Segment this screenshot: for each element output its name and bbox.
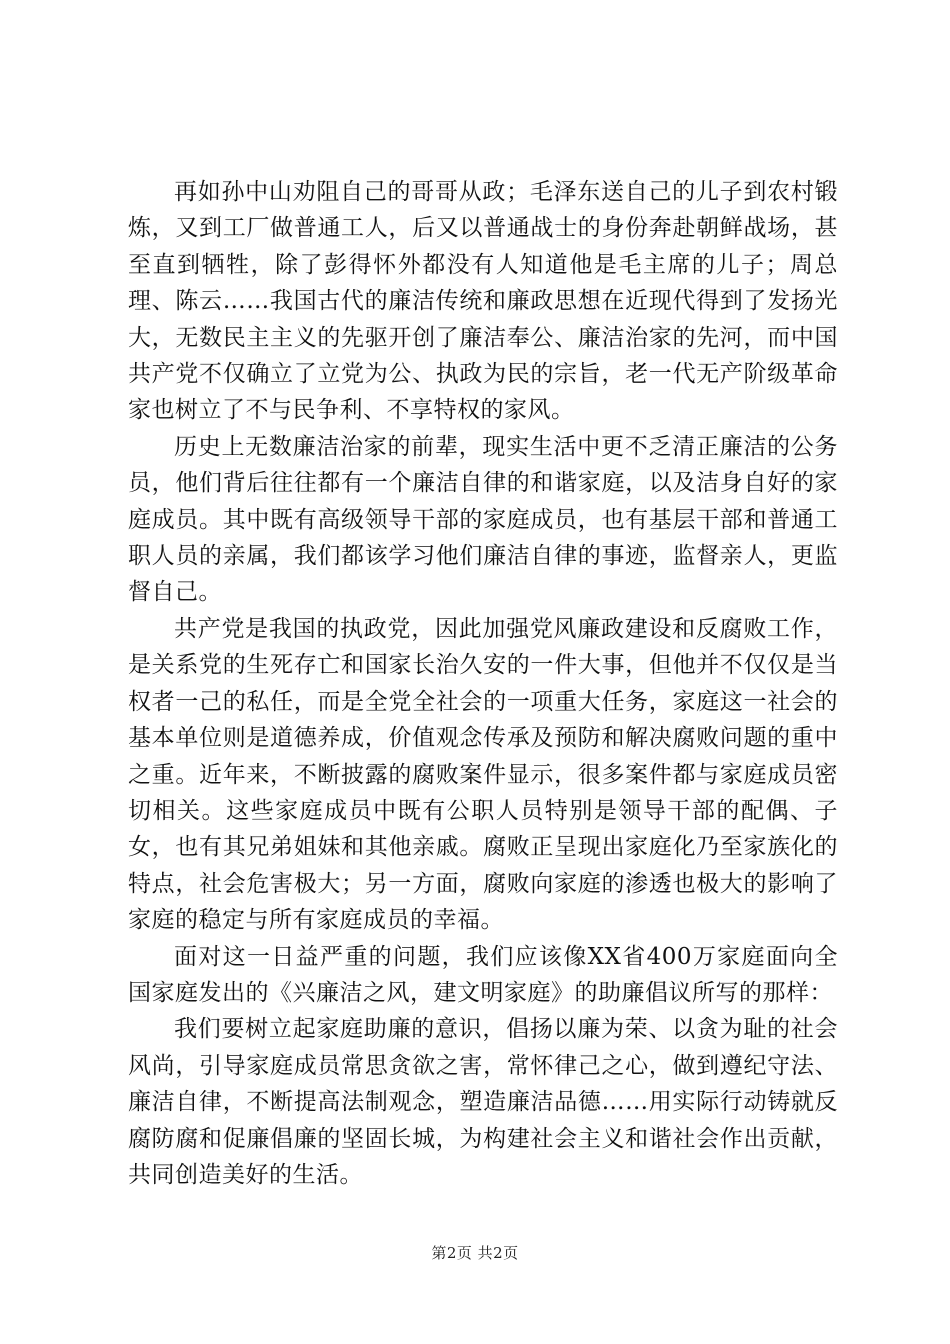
paragraph-4: 面对这一日益严重的问题，我们应该像XX省400万家庭面向全国家庭发出的《兴廉洁之风，建文明家庭》的助廉倡议所写的那样： xyxy=(128,943,838,1006)
paragraph-5: 我们要树立起家庭助廉的意识，倡扬以廉为荣、以贪为耻的社会风尚，引导家庭成员常思贪欲之害，常怀律己之心，做到遵纪守法、廉洁自律，不断提高法制观念，塑造廉洁品德……用实际行动铸就反腐防腐和促廉倡廉的坚固长城，为构建社会主义和谐社会作出贡献，共同创造美好的生活。 xyxy=(128,1016,838,1188)
paragraph-2: 历史上无数廉洁治家的前辈，现实生活中更不乏清正廉洁的公务员，他们背后往往都有一个廉洁自律的和谐家庭，以及洁身自好的家庭成员。其中既有高级领导干部的家庭成员，也有基层干部和普通工职人员的亲属，我们都该学习他们廉洁自律的事迹，监督亲人，更监督自己。 xyxy=(128,433,838,606)
paragraph-3: 共产党是我国的执政党，因此加强党风廉政建设和反腐败工作，是关系党的生死存亡和国家长治久安的一件大事，但他并不仅仅是当权者一己的私任，而是全党全社会的一项重大任务，家庭这一社会的基本单位则是道德养成，价值观念传承及预防和解决腐败问题的重中之重。近年来，不断披露的腐败案件显示，很多案件都与家庭成员密切相关。这些家庭成员中既有公职人员特别是领导干部的配偶、子女，也有其兄弟姐妹和其他亲戚。腐败正呈现出家庭化乃至家族化的特点，社会危害极大；另一方面，腐败向家庭的渗透也极大的影响了家庭的稳定与所有家庭成员的幸福。 xyxy=(128,615,838,934)
document-body xyxy=(128,174,838,1193)
page-footer: 第2页 共2页 xyxy=(431,1244,519,1262)
paragraph-1: 再如孙中山劝阻自己的哥哥从政；毛泽东送自己的儿子到农村锻炼，又到工厂做普通工人，后又以普通战士的身份奔赴朝鲜战场，甚至直到牺牲，除了彭得怀外都没有人知道他是毛主席的儿子；周总理、陈云……我国古代的廉洁传统和廉政思想在近现代得到了发扬光大，无数民主主义的先驱开创了廉洁奉公、廉洁治家的先河，而中国共产党不仅确立了立党为公、执政为民的宗旨，老一代无产阶级革命家也树立了不与民争利、不享特权的家风。 xyxy=(128,179,838,424)
